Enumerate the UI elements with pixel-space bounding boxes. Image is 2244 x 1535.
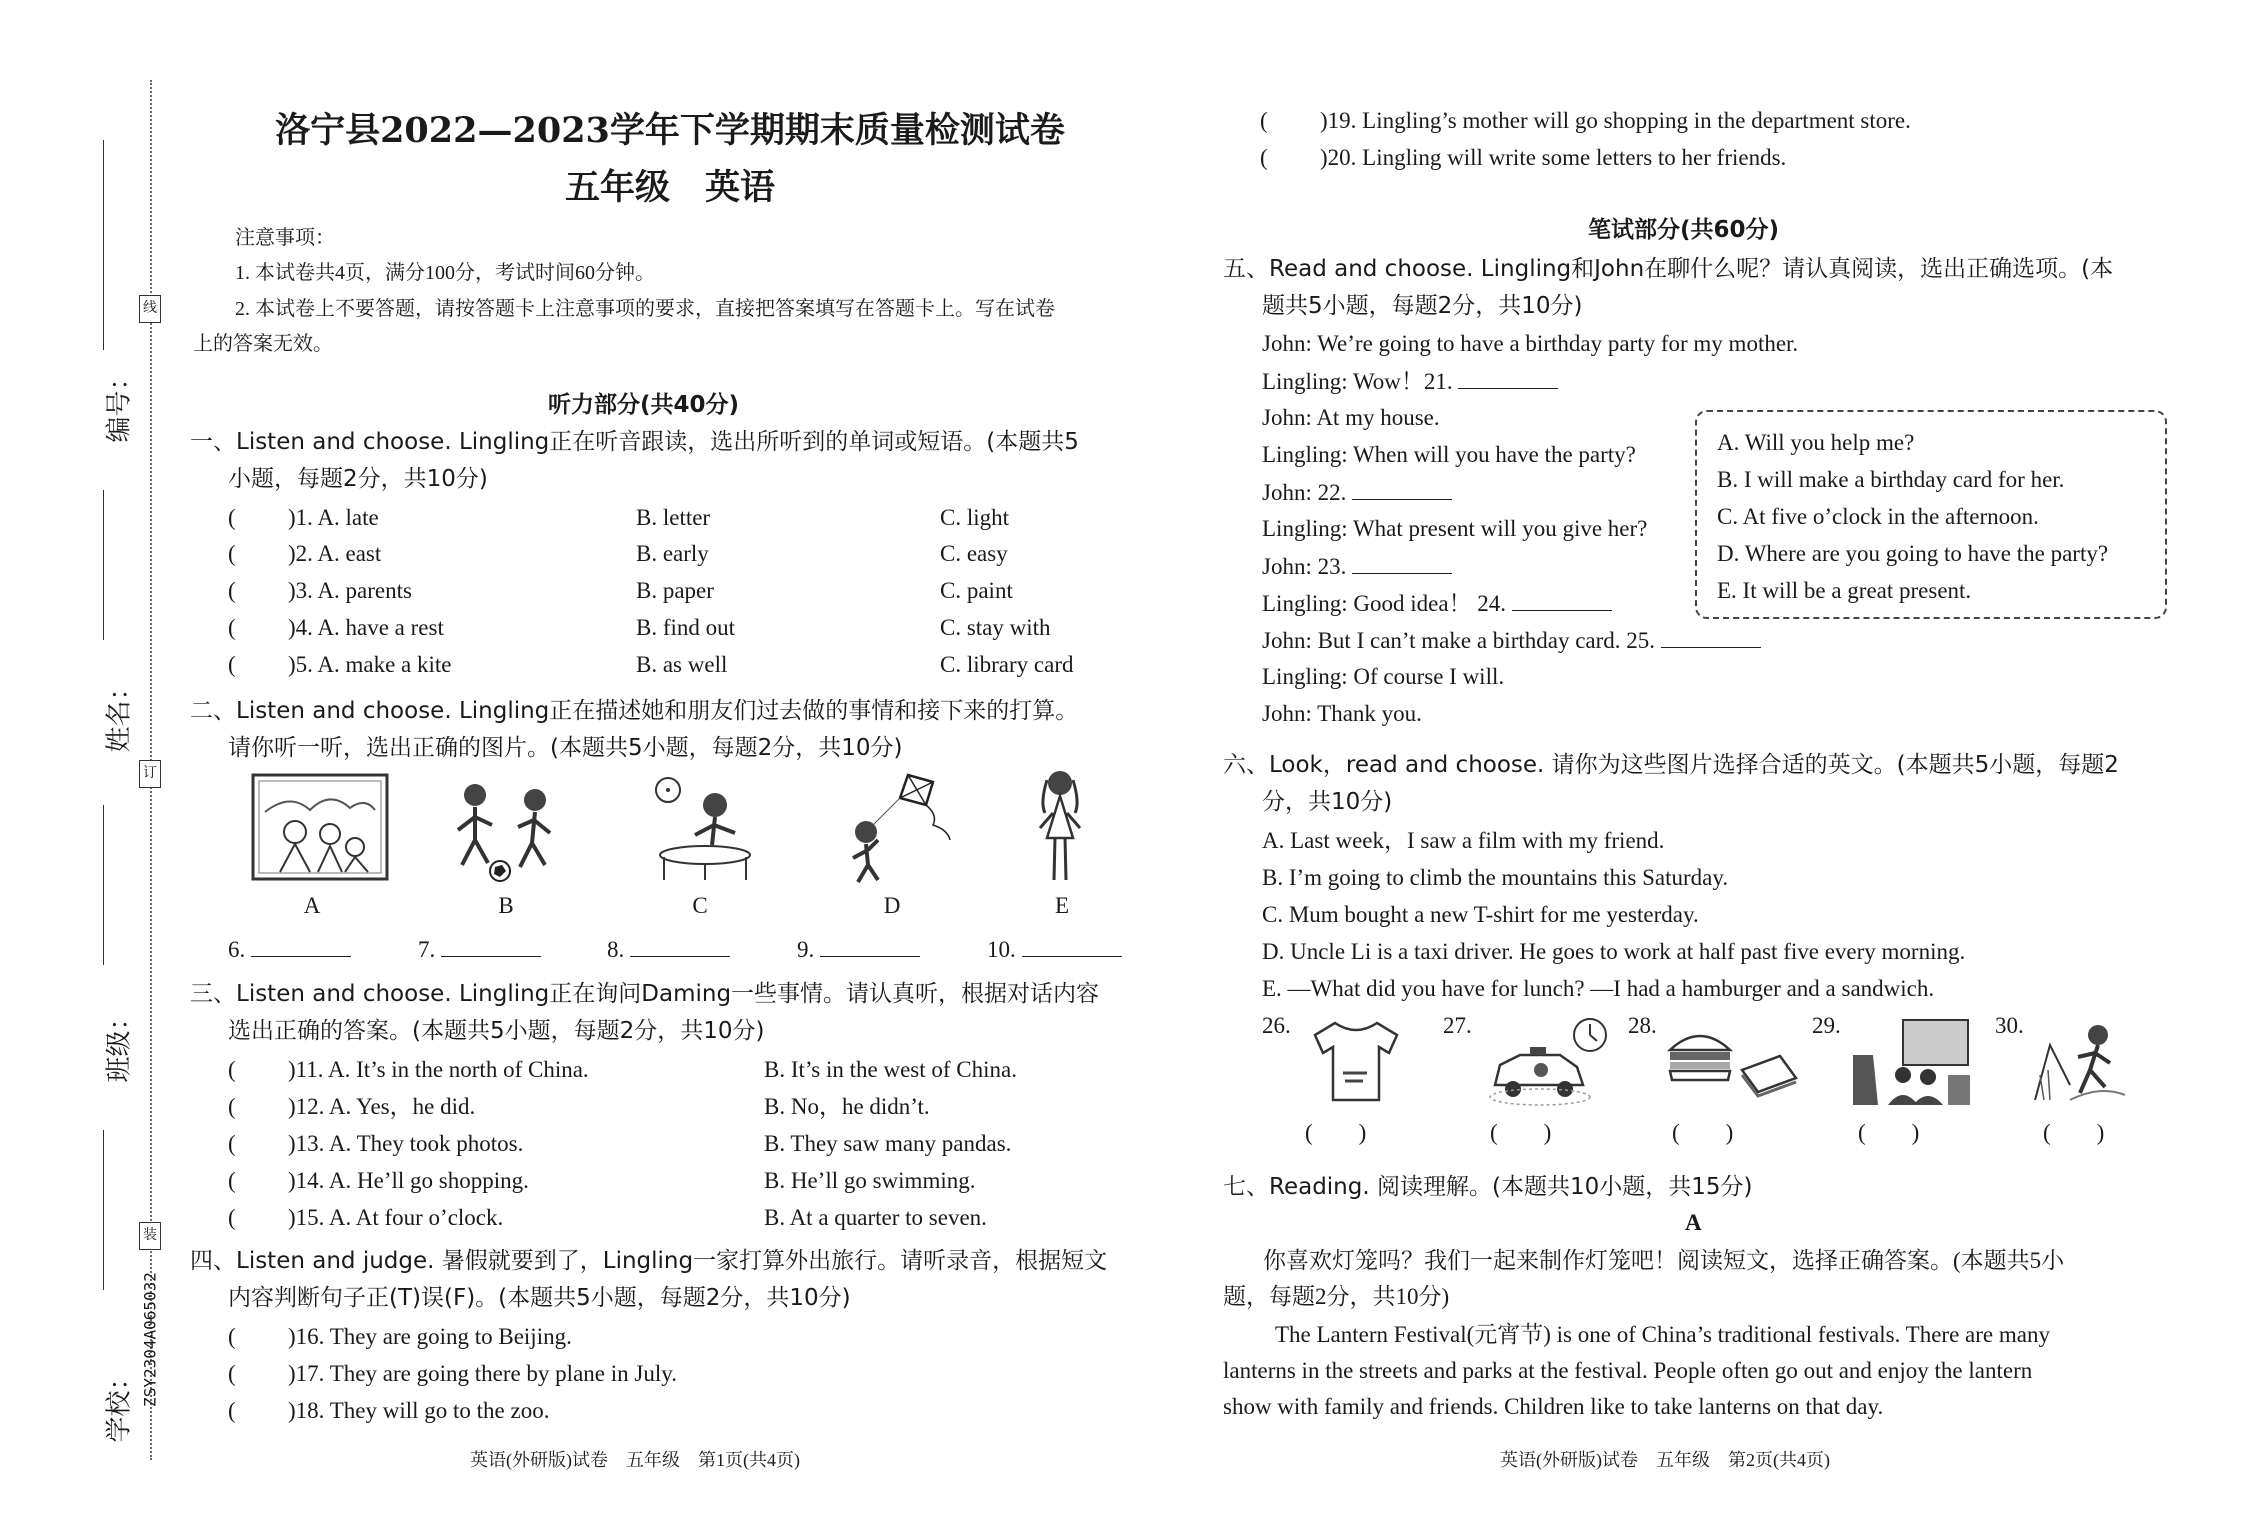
answer-paren[interactable]: ( — [228, 1057, 236, 1082]
answer-paren-30[interactable]: ( ) — [2043, 1120, 2105, 1145]
answer-paren[interactable]: ( — [228, 615, 236, 640]
answer-paren[interactable]: ( — [1260, 145, 1268, 170]
answer-blank-10[interactable]: 10. — [987, 934, 1122, 965]
part4-instruction: 四、Listen and judge. 暑假就要到了，Lingling一家打算外出旅行。请听录音，根据短文 — [190, 1248, 1108, 1274]
answer-blank-25[interactable] — [1661, 625, 1761, 648]
answer-paren[interactable]: ( — [228, 652, 236, 677]
part3-instruction: 三、Listen and choose. Lingling正在询问Daming一些事情。请认真听，根据对话内容 — [190, 981, 1100, 1007]
answer-blank-23[interactable] — [1352, 551, 1452, 574]
notes-item-1: 1. 本试卷共4页，满分100分，考试时间60分钟。 — [235, 262, 655, 284]
option-c: C. library card — [940, 652, 1074, 677]
picture-number: 26. — [1262, 1013, 1291, 1038]
answer-paren[interactable]: ( — [228, 505, 236, 530]
list-item: ( )5. A. make a kite — [228, 650, 452, 680]
option-b: B. paper — [636, 578, 714, 603]
answer-paren[interactable]: ( — [228, 1205, 236, 1230]
part5-instruction: 五、Read and choose. Lingling和John在聊什么呢？请认真阅读，选出正确选项。(本 — [1223, 256, 2114, 282]
option-b: B. At a quarter to seven. — [764, 1205, 987, 1230]
dialog-line: John: At my house. — [1262, 405, 1440, 430]
dialog-line: John: We’re going to have a birthday party for my mother. — [1262, 331, 1799, 356]
option-item: A. Will you help me? — [1717, 430, 1915, 455]
option-c: C. paint — [940, 578, 1013, 603]
picture-label: B — [498, 893, 514, 918]
dialog-line: Lingling: Good idea！ 24. — [1262, 588, 1612, 619]
part6-instruction-2: 分，共10分) — [1262, 789, 1393, 815]
sentence-option: D. Uncle Li is a taxi driver. He goes to work at half past five every morning. — [1262, 939, 1966, 964]
option-b: B. They saw many pandas. — [764, 1131, 1012, 1156]
id-write-line — [103, 140, 104, 350]
part5-instruction-2: 题共5小题，每题2分，共10分) — [1262, 293, 1583, 319]
notes-item-2-cont: 上的答案无效。 — [193, 333, 333, 355]
part2-instruction: 二、Listen and choose. Lingling正在描述她和朋友们过去做的事情和接下来的打算。 — [190, 698, 1079, 724]
sentence-option: C. Mum bought a new T-shirt for me yesterday. — [1262, 902, 1699, 927]
picture-hamburger-sandwich — [1662, 1020, 1802, 1100]
footer-page-2: 英语(外研版)试卷 五年级 第2页(共4页) — [1500, 1450, 1830, 1470]
option-b: B. early — [636, 541, 709, 566]
list-item: ( )13. A. They took photos. — [228, 1129, 523, 1159]
picture-number: 30. — [1995, 1013, 2024, 1038]
answer-blank-21[interactable] — [1458, 366, 1558, 389]
picture-taxi-clock — [1485, 1015, 1615, 1110]
class-label: 班级： — [104, 1004, 135, 1083]
list-item: ( )3. A. parents — [228, 576, 412, 606]
dialog-line: Lingling: When will you have the party? — [1262, 442, 1636, 467]
reading-intro: 你喜欢灯笼吗？我们一起来制作灯笼吧！阅读短文，选择正确答案。(本题共5小 — [1263, 1248, 2065, 1273]
answer-blank-22[interactable] — [1352, 477, 1452, 500]
reading-passage-1: The Lantern Festival(元宵节) is one of China’s traditional festivals. There are many — [1275, 1322, 2050, 1347]
name-label: 姓名： — [104, 674, 135, 753]
footer-page-1: 英语(外研版)试卷 五年级 第1页(共4页) — [470, 1450, 800, 1470]
dialog-line: John: But I can’t make a birthday card. 25. — [1262, 625, 1761, 656]
picture-standing-girl — [1025, 768, 1095, 888]
part6-instruction: 六、Look，read and choose. 请你为这些图片选择合适的英文。(本题共5小题，每题2 — [1223, 752, 2119, 778]
picture-mountain-climbing — [2030, 1015, 2130, 1110]
part1-instruction-2: 小题，每题2分，共10分) — [228, 466, 488, 492]
list-item: ( )18. They will go to the zoo. — [228, 1396, 549, 1426]
list-item: ( )1. A. late — [228, 503, 379, 533]
school-label: 学校： — [104, 1364, 135, 1443]
list-item: ( )14. A. He’ll go shopping. — [228, 1166, 529, 1196]
sentence-option: B. I’m going to climb the mountains this Saturday. — [1262, 865, 1729, 890]
option-b: B. as well — [636, 652, 728, 677]
id-label: 编号： — [104, 364, 135, 443]
reading-intro-2: 题，每题2分，共10分) — [1223, 1284, 1450, 1309]
picture-flying-kite — [838, 770, 958, 885]
picture-family-photo — [250, 772, 390, 882]
list-item: ( )11. A. It’s in the north of China. — [228, 1055, 589, 1085]
notes-heading: 注意事项： — [235, 225, 335, 249]
answer-paren[interactable]: ( — [228, 1168, 236, 1193]
answer-blank-9[interactable]: 9. — [797, 934, 920, 965]
option-b: B. He’ll go swimming. — [764, 1168, 976, 1193]
picture-label: E — [1054, 893, 1070, 918]
list-item: ( )17. They are going there by plane in July. — [228, 1359, 677, 1389]
answer-paren[interactable]: ( — [228, 1094, 236, 1119]
answer-paren[interactable]: ( — [228, 1324, 236, 1349]
answer-blank-6[interactable]: 6. — [228, 934, 351, 965]
list-item: ( )19. Lingling’s mother will go shopping in the department store. — [1260, 106, 1911, 136]
option-b: B. No，he didn’t. — [764, 1094, 930, 1119]
dialog-line: John: 23. — [1262, 551, 1452, 582]
dialog-line: John: Thank you. — [1262, 701, 1422, 726]
picture-number: 27. — [1443, 1013, 1472, 1038]
dialog-line: Lingling: Of course I will. — [1262, 664, 1505, 689]
option-item: D. Where are you going to have the party? — [1717, 541, 2109, 566]
id-write-line-2 — [103, 490, 104, 640]
dialog-line: Lingling: What present will you give her? — [1262, 516, 1648, 541]
part3-instruction-2: 选出正确的答案。(本题共5小题，每题2分，共10分) — [228, 1018, 765, 1044]
picture-label: D — [883, 893, 901, 918]
binding-mark-line: 线 — [139, 295, 161, 323]
answer-paren[interactable]: ( — [228, 1361, 236, 1386]
option-item: E. It will be a great present. — [1717, 578, 1972, 603]
picture-number: 28. — [1628, 1013, 1657, 1038]
answer-paren[interactable]: ( — [228, 1398, 236, 1423]
list-item: ( )2. A. east — [228, 539, 381, 569]
option-c: C. stay with — [940, 615, 1051, 640]
option-item: B. I will make a birthday card for her. — [1717, 467, 2065, 492]
answer-paren[interactable]: ( — [228, 541, 236, 566]
binding-mark-pack: 装 — [139, 1222, 161, 1250]
answer-paren[interactable]: ( — [228, 1131, 236, 1156]
answer-paren-26[interactable]: ( ) — [1305, 1120, 1367, 1145]
sentence-option: A. Last week，I saw a film with my friend. — [1262, 828, 1665, 853]
picture-label: C — [692, 893, 708, 918]
answer-blank-8[interactable]: 8. — [607, 934, 730, 965]
notes-item-2: 2. 本试卷上不要答题，请按答题卡上注意事项的要求，直接把答案填写在答题卡上。写在试卷 — [235, 298, 1055, 320]
answer-paren[interactable]: ( — [1260, 108, 1268, 133]
option-c: C. easy — [940, 541, 1008, 566]
option-b: B. letter — [636, 505, 711, 530]
serial-number: ZSY2304A065032 — [140, 1272, 160, 1407]
part1-instruction: 一、Listen and choose. Lingling正在听音跟读，选出所听到的单词或短语。(本题共5 — [190, 429, 1079, 455]
list-item: ( )20. Lingling will write some letters to her friends. — [1260, 143, 1786, 173]
list-item: ( )16. They are going to Beijing. — [228, 1322, 572, 1352]
answer-paren-27[interactable]: ( ) — [1490, 1120, 1552, 1145]
reading-passage-2: lanterns in the streets and parks at the festival. People often go out and enjoy the lantern — [1223, 1358, 2033, 1383]
answer-paren-29[interactable]: ( ) — [1858, 1120, 1920, 1145]
picture-tshirt — [1305, 1015, 1405, 1105]
reading-section-a: A — [1685, 1210, 1702, 1235]
part2-instruction-2: 请你听一听，选出正确的图片。(本题共5小题，每题2分，共10分) — [228, 735, 903, 761]
picture-cinema — [1848, 1015, 1978, 1110]
picture-label: A — [303, 893, 321, 918]
reading-passage-3: show with family and friends. Children like to take lanterns on that day. — [1223, 1394, 1884, 1419]
binding-mark-bind: 订 — [139, 760, 161, 788]
sentence-option: E. —What did you have for lunch? —I had a hamburger and a sandwich. — [1262, 976, 1935, 1001]
part7-instruction: 七、Reading. 阅读理解。(本题共10小题，共15分) — [1223, 1174, 1753, 1200]
name-write-line — [103, 805, 104, 965]
option-item: C. At five o’clock in the afternoon. — [1717, 504, 2039, 529]
list-item: ( )15. A. At four o’clock. — [228, 1203, 503, 1233]
answer-paren-28[interactable]: ( ) — [1672, 1120, 1734, 1145]
picture-number: 29. — [1812, 1013, 1841, 1038]
list-item: ( )12. A. Yes，he did. — [228, 1092, 475, 1122]
option-b: B. find out — [636, 615, 736, 640]
exam-title: 洛宁县2022—2023学年下学期期末质量检测试卷 — [275, 110, 1065, 151]
option-b: B. It’s in the west of China. — [764, 1057, 1017, 1082]
part4-instruction-2: 内容判断句子正(T)误(F)。(本题共5小题，每题2分，共10分) — [228, 1285, 851, 1311]
dialog-line: Lingling: Wow！21. — [1262, 366, 1558, 397]
dialog-line: John: 22. — [1262, 477, 1452, 508]
writing-heading: 笔试部分(共60分) — [1588, 217, 1780, 243]
listening-heading: 听力部分(共40分) — [548, 392, 740, 418]
answer-paren[interactable]: ( — [228, 578, 236, 603]
exam-subtitle: 五年级 英语 — [564, 167, 775, 208]
picture-playing-football — [440, 775, 570, 885]
picture-girl-at-table — [650, 775, 760, 885]
answer-blank-24[interactable] — [1512, 588, 1612, 611]
class-write-line — [103, 1130, 104, 1290]
list-item: ( )4. A. have a rest — [228, 613, 444, 643]
answer-blank-7[interactable]: 7. — [418, 934, 541, 965]
option-c: C. light — [940, 505, 1010, 530]
